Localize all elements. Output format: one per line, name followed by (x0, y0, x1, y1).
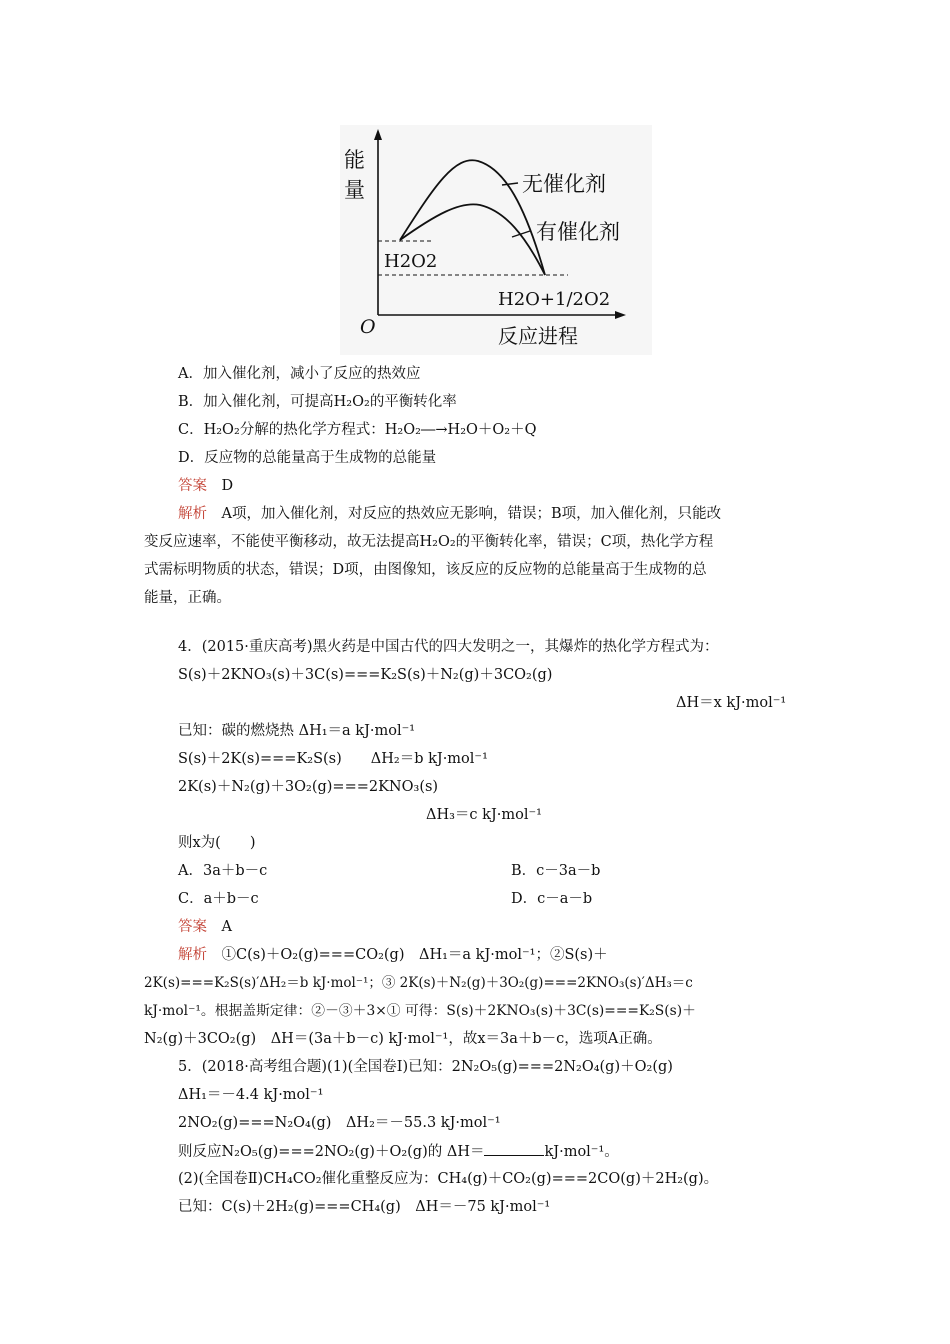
q3-answer-value: D (221, 478, 234, 494)
q3-analysis-label: 解析 (178, 506, 207, 522)
q5-equation-2: 2NO₂(g)===N₂O₄(g) ΔH₂＝－55.3 kJ·mol⁻¹ (178, 1115, 501, 1131)
q4-analysis-line-2: 2K(s)===K₂S(s)′ΔH₂＝b kJ·mol⁻¹；③ 2K(s)＋N₂(g)＋3O₂(g)===2KNO₃(s)′ΔH₃＝c (144, 975, 693, 991)
y-label-2: 量 (344, 178, 365, 202)
q4-analysis-label: 解析 (178, 947, 207, 963)
q3-option-a: A．加入催化剂，减小了反应的热效应 (178, 366, 421, 382)
energy-diagram (340, 125, 652, 355)
q4-answer-line (178, 917, 232, 937)
q4-known-3: 2K(s)＋N₂(g)＋3O₂(g)===2KNO₃(s) (178, 779, 439, 795)
q4-known-2: S(s)＋2K(s)===K₂S(s) ΔH₂＝b kJ·mol⁻¹ (178, 751, 488, 767)
q5-part-2: (2)(全国卷Ⅱ)CH₄CO₂催化重整反应为：CH₄(g)＋CO₂(g)===2CO(g)＋2H₂(g)。 (178, 1171, 719, 1187)
q5-ask-suffix: kJ·mol⁻¹。 (544, 1144, 619, 1160)
q4-analysis-line-1 (178, 945, 608, 965)
y-label-1: 能 (344, 148, 365, 172)
q3-analysis-text-1: A项，加入催化剂，对反应的热效应无影响，错误；B项，加入催化剂，只能改 (221, 506, 722, 522)
q3-analysis-line-3: 式需标明物质的状态，错误；D项，由图像知，该反应的反应物的总能量高于生成物的总 (144, 562, 707, 578)
q4-option-d: D．c－a－b (511, 891, 593, 907)
reactant-label: H2O2 (384, 251, 438, 272)
q4-option-c: C．a＋b－c (178, 891, 259, 907)
q5-stem: 5．(2018·高考组合题)(1)(全国卷Ⅰ)已知：2N₂O₅(g)===2N₂O₄(g)＋O₂(g) (178, 1059, 673, 1075)
q4-stem: 4．(2015·重庆高考)黑火药是中国古代的四大发明之一，其爆炸的热化学方程式为： (178, 639, 719, 655)
origin-label: O (360, 316, 376, 338)
q4-main-dh: ΔH＝x kJ·mol⁻¹ (676, 695, 787, 711)
q4-answer-value: A (221, 919, 232, 935)
q4-main-equation: S(s)＋2KNO₃(s)＋3C(s)===K₂S(s)＋N₂(g)＋3CO₂(g) (178, 667, 553, 683)
product-label: H2O+1/2O2 (498, 289, 611, 310)
q4-analysis-line-4: N₂(g)＋3CO₂(g) ΔH＝(3a＋b－c) kJ·mol⁻¹，故x＝3a＋b－c，选项A正确。 (144, 1031, 662, 1047)
q4-analysis-text-1: ①C(s)＋O₂(g)===CO₂(g) ΔH₁＝a kJ·mol⁻¹；②S(s)＋ (221, 947, 608, 963)
label-no-catalyst: 无催化剂 (522, 172, 606, 196)
q3-analysis-line-4: 能量，正确。 (144, 590, 231, 606)
q3-answer-label: 答案 (178, 478, 207, 494)
x-label: 反应进程 (498, 324, 578, 348)
label-catalyst: 有催化剂 (536, 220, 620, 244)
q3-analysis-line-2: 变反应速率，不能使平衡移动，故无法提高H₂O₂的平衡转化率，错误；C项，热化学方程 (144, 534, 714, 550)
q4-analysis-line-3: kJ·mol⁻¹。根据盖斯定律：②－③＋3×① 可得：S(s)＋2KNO₃(s)＋3C(s)===K₂S(s)＋ (144, 1003, 696, 1019)
q5-answer-blank[interactable] (484, 1141, 544, 1156)
q5-ask-line (178, 1141, 619, 1162)
q4-known-1: 已知：碳的燃烧热 ΔH₁＝a kJ·mol⁻¹ (178, 723, 416, 739)
q3-answer-line (178, 476, 233, 496)
q3-option-d: D．反应物的总能量高于生成物的总能量 (178, 450, 437, 466)
q3-analysis-line-1 (178, 504, 721, 524)
q4-option-a: A．3a＋b－c (178, 863, 268, 879)
q5-dh1: ΔH₁＝－4.4 kJ·mol⁻¹ (178, 1087, 324, 1103)
q5-known: 已知：C(s)＋2H₂(g)===CH₄(g) ΔH＝－75 kJ·mol⁻¹ (178, 1199, 551, 1215)
q4-dh3: ΔH₃＝c kJ·mol⁻¹ (426, 807, 542, 823)
q3-option-b: B．加入催化剂，可提高H₂O₂的平衡转化率 (178, 394, 457, 410)
q3-option-c: C．H₂O₂分解的热化学方程式：H₂O₂―→H₂O＋O₂＋Q (178, 422, 537, 438)
q5-ask-prefix: 则反应N₂O₅(g)===2NO₂(g)＋O₂(g)的 ΔH＝ (178, 1144, 485, 1160)
q4-answer-label: 答案 (178, 919, 207, 935)
q4-option-b: B．c－3a－b (511, 863, 601, 879)
q4-ask: 则x为( ) (178, 835, 256, 851)
